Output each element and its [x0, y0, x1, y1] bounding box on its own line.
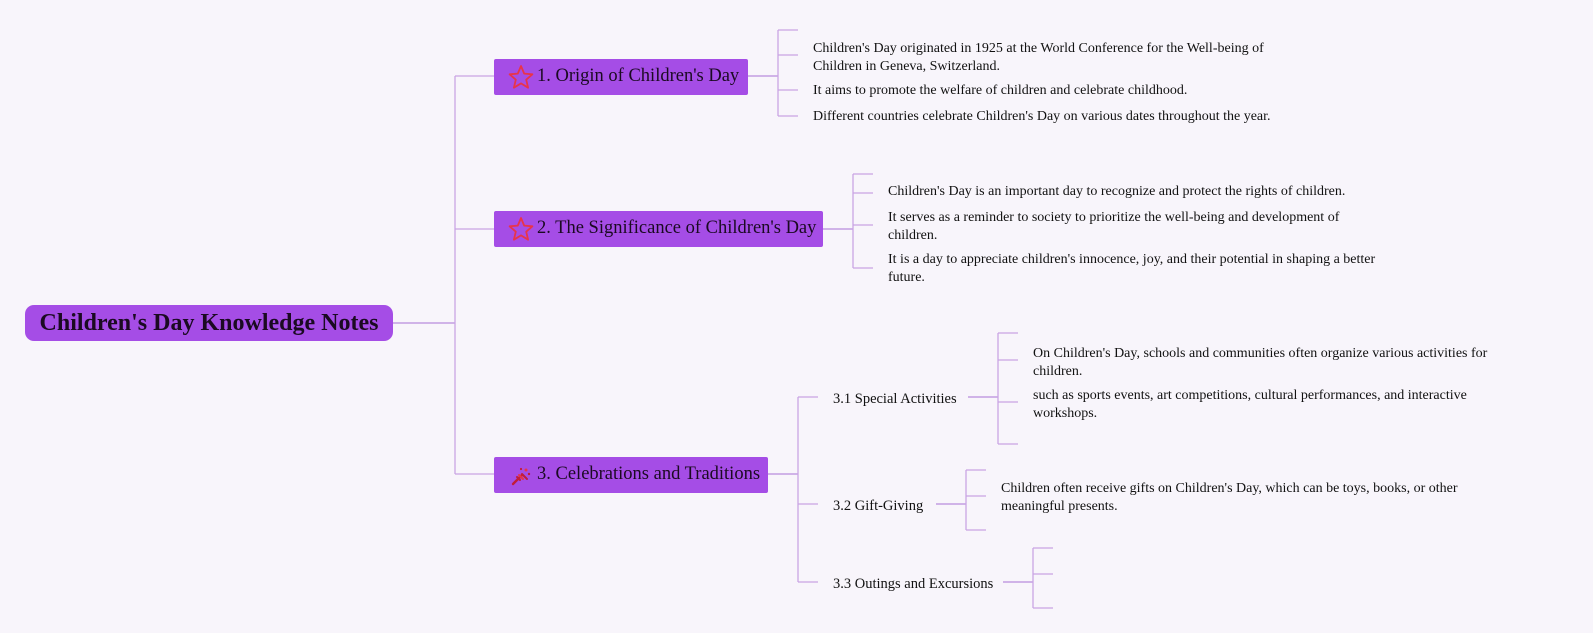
subtopic-outings[interactable]: 3.3 Outings and Excursions [833, 576, 994, 592]
topic-celebrations[interactable] [494, 457, 768, 493]
subtopic-gift-giving[interactable]: 3.2 Gift-Giving [833, 498, 924, 514]
topic-significance[interactable] [494, 211, 823, 247]
root-label: Children's Day Knowledge Notes [39, 310, 379, 336]
note-item: It aims to promote the welfare of children and celebrate childhood. [813, 83, 1188, 98]
note-item: Children's Day is an important day to recognize and protect the rights of children. [888, 184, 1346, 199]
note-item: Children often receive gifts on Children's Day, which can be toys, books, or other meaningful presents. [1001, 481, 1458, 514]
topic-label: 3. Celebrations and Traditions [537, 464, 761, 484]
note-item: On Children's Day, schools and communities often organize various activities for children. [1033, 346, 1488, 379]
star-icon [508, 216, 534, 242]
note-item: It is a day to appreciate children's innocence, joy, and their potential in shaping a better future. [888, 252, 1376, 285]
topic-label: 1. Origin of Children's Day [537, 66, 740, 86]
note-item: It serves as a reminder to society to prioritize the well-being and development of children. [888, 210, 1340, 243]
root-node[interactable] [25, 305, 393, 341]
star-icon [508, 64, 534, 90]
note-item: Different countries celebrate Children's Day on various dates throughout the year. [813, 109, 1271, 124]
topic-label: 2. The Significance of Children's Day [537, 218, 817, 238]
note-item: such as sports events, art competitions, cultural performances, and interactive workshops. [1033, 388, 1467, 421]
note-item: Children's Day originated in 1925 at the World Conference for the Well-being of Children in Geneva, Switzerland. [813, 41, 1264, 74]
subtopic-special-activities[interactable]: 3.1 Special Activities [833, 391, 957, 407]
topic-origin[interactable] [494, 59, 748, 95]
party-popper-icon [508, 462, 534, 488]
